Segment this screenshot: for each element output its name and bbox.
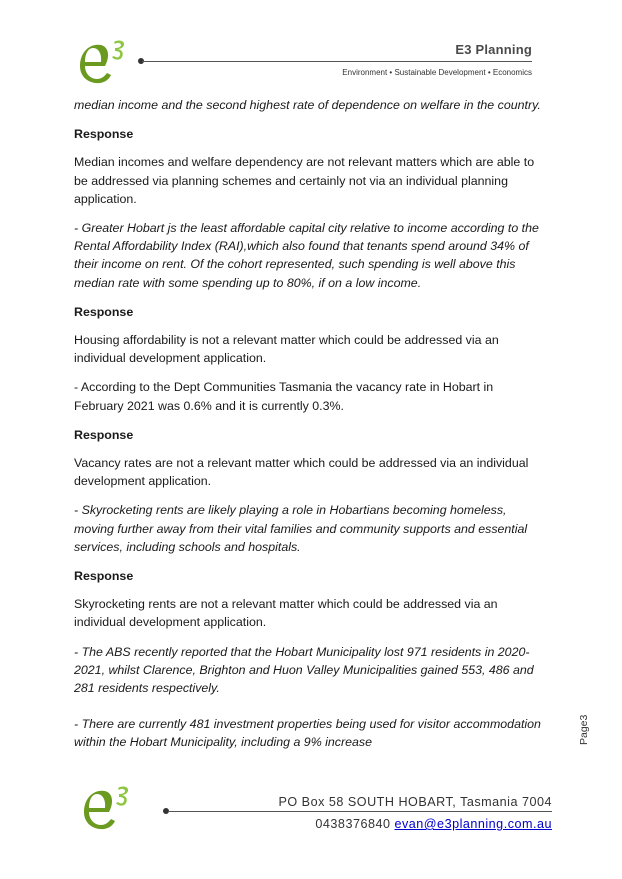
paragraph: Housing affordability is not a relevant matter which could be addressed via an individual development application. — [74, 333, 499, 366]
footer-contact — [315, 817, 552, 831]
document-body — [74, 96, 544, 763]
response-heading: Response — [74, 427, 134, 442]
response-heading: Response — [74, 569, 134, 584]
response-heading: Response — [74, 127, 134, 142]
e3-logo-header — [74, 38, 130, 86]
e3-logo-footer — [78, 782, 134, 834]
paragraph: - Skyrocketing rents are likely playing a role in Hobartians becoming homeless, moving further away from their vital families and community supports and essential services, including schools and hospitals. — [74, 503, 528, 554]
paragraph: Median incomes and welfare dependency are not relevant matters which are able to be addressed via planning schemes and certainly not via an individual planning application. — [74, 155, 535, 206]
brand-name: E3 Planning — [455, 42, 532, 57]
footer-phone: 0438376840 — [315, 817, 391, 831]
paragraph: - There are currently 481 investment properties being used for visitor accommodation within the Hobart Municipality, including a 9% increase — [74, 717, 541, 750]
header-rule — [142, 61, 532, 62]
response-heading: Response — [74, 304, 134, 319]
brand-tagline: Environment • Sustainable Development • Economics — [342, 68, 532, 77]
paragraph: - Greater Hobart js the least affordable capital city relative to income according to the Rental Affordability Index (RAI),which also found that tenants spend around 34% of their income on rent. Of the cohort represented, such spending is well above this median rate with some spending up to 80%, if on a low income. — [74, 221, 539, 290]
paragraph: median income and the second highest rate of dependence on welfare in the country. — [74, 98, 541, 112]
paragraph: - According to the Dept Communities Tasmania the vacancy rate in Hobart in February 2021 was 0.6% and it is currently 0.3%. — [74, 380, 494, 413]
footer-email-link[interactable]: evan@e3planning.com.au — [394, 817, 552, 831]
page-number: Page3 — [578, 714, 590, 745]
footer-rule — [168, 811, 552, 812]
paragraph: - The ABS recently reported that the Hobart Municipality lost 971 residents in 2020-2021, whilst Clarence, Brighton and Huon Valley Municipalities gained 553, 486 and 281 residents respectively. — [74, 644, 534, 696]
footer-address: PO Box 58 SOUTH HOBART, Tasmania 7004 — [278, 795, 552, 809]
paragraph: Vacancy rates are not a relevant matter which could be addressed via an individual development application. — [74, 456, 529, 489]
paragraph: Skyrocketing rents are not a relevant matter which could be addressed via an individual development application. — [74, 597, 498, 630]
